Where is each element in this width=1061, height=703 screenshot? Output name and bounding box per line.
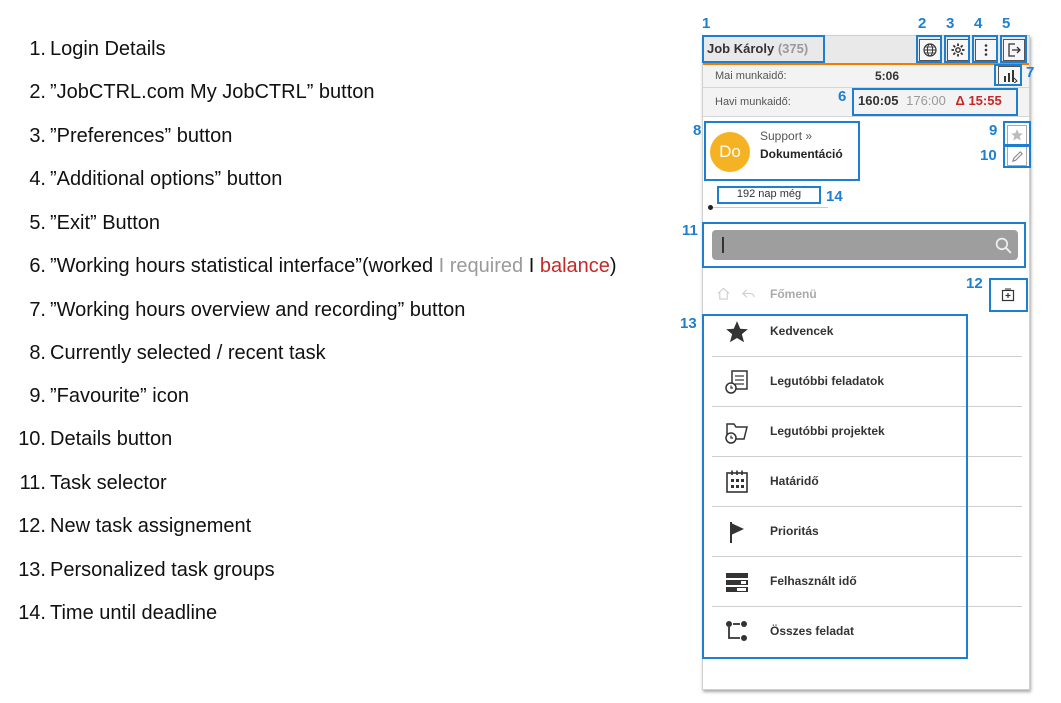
- callout-box-11: [702, 222, 1026, 268]
- menu-item-deadline[interactable]: Határidő: [712, 457, 1022, 507]
- menu-item-priority[interactable]: Prioritás: [712, 507, 1022, 557]
- login-details[interactable]: Job Károly (375): [707, 41, 809, 56]
- legend-item: 6. ”Working hours statistical interface”(worked I required I balance): [29, 255, 617, 277]
- task-project: Support »: [760, 129, 813, 143]
- daily-label: Mai munkaidő:: [715, 70, 787, 82]
- callout-number-6: 6: [838, 88, 847, 105]
- menu-item-recent-tasks[interactable]: Legutóbbi feladatok: [712, 357, 1022, 407]
- back-icon[interactable]: [742, 287, 755, 300]
- callout-box-1: [702, 35, 825, 63]
- task-name: Dokumentáció: [760, 147, 843, 161]
- menu-item-recent-projects[interactable]: Legutóbbi projektek: [712, 407, 1022, 457]
- callout-number-12: 12: [966, 275, 983, 292]
- callout-number-4: 4: [974, 15, 983, 32]
- legend-item: 7. ”Working hours overview and recording” button: [29, 299, 466, 321]
- callout-number-14: 14: [826, 188, 843, 205]
- daily-value: 5:06: [875, 69, 900, 83]
- callout-box-4: [972, 35, 998, 63]
- legend-item: 2. ”JobCTRL.com My JobCTRL” button: [29, 81, 375, 103]
- legend-item: 13. Personalized task groups: [18, 559, 275, 581]
- legend-item: 4. ”Additional options” button: [29, 168, 283, 190]
- callout-number-3: 3: [946, 15, 955, 32]
- deadline-indicator: [708, 203, 828, 211]
- daily-work-row: [703, 65, 1029, 88]
- avatar: Do: [710, 132, 750, 172]
- legend-item: 5. ”Exit” Button: [29, 212, 161, 234]
- legend-item: 11. Task selector: [19, 472, 167, 494]
- callout-box-13: [702, 314, 968, 659]
- menu-item-all-tasks[interactable]: Összes feladat: [712, 607, 1022, 657]
- home-icon[interactable]: [717, 287, 730, 300]
- monthly-label: Havi munkaidő:: [715, 96, 791, 108]
- legend-item: 14. Time until deadline: [18, 602, 218, 624]
- callout-number-10: 10: [980, 147, 997, 164]
- legend-item: 12. New task assignement: [18, 515, 252, 537]
- balance-hours: Δ 15:55: [955, 93, 1002, 108]
- callout-box-2: [916, 35, 942, 63]
- legend-item: 10. Details button: [18, 428, 173, 450]
- callout-number-1: 1: [702, 15, 711, 32]
- legend-item: 8. Currently selected / recent task: [29, 342, 326, 364]
- callout-number-13: 13: [680, 315, 697, 332]
- callout-number-11: 11: [682, 222, 698, 239]
- callout-number-8: 8: [693, 122, 702, 139]
- callout-box-14: [717, 186, 821, 204]
- menu-item-kedvencek[interactable]: Kedvencek: [712, 307, 1022, 357]
- callout-number-2: 2: [918, 15, 927, 32]
- callout-box-6: [852, 88, 1018, 116]
- callout-box-10: [1003, 144, 1031, 168]
- nav-title: Főmenü: [770, 287, 817, 301]
- legend-item: 1. Login Details: [29, 38, 166, 60]
- callout-box-8: [704, 121, 860, 181]
- callout-box-12: [989, 278, 1028, 312]
- callout-number-9: 9: [989, 122, 998, 139]
- deadline-text: 192 nap még: [736, 188, 802, 200]
- callout-box-5: [1000, 35, 1027, 63]
- callout-box-7: [994, 64, 1022, 86]
- menu-item-used-time[interactable]: Felhasznált idő: [712, 557, 1022, 607]
- required-hours: 176:00: [906, 93, 946, 108]
- legend-item: 9. ”Favourite” icon: [29, 385, 189, 407]
- legend-item: 3. ”Preferences” button: [29, 125, 233, 147]
- worked-hours: 160:05: [858, 93, 899, 108]
- callout-number-7: 7: [1026, 64, 1035, 81]
- callout-box-3: [944, 35, 970, 63]
- callout-number-5: 5: [1002, 15, 1011, 32]
